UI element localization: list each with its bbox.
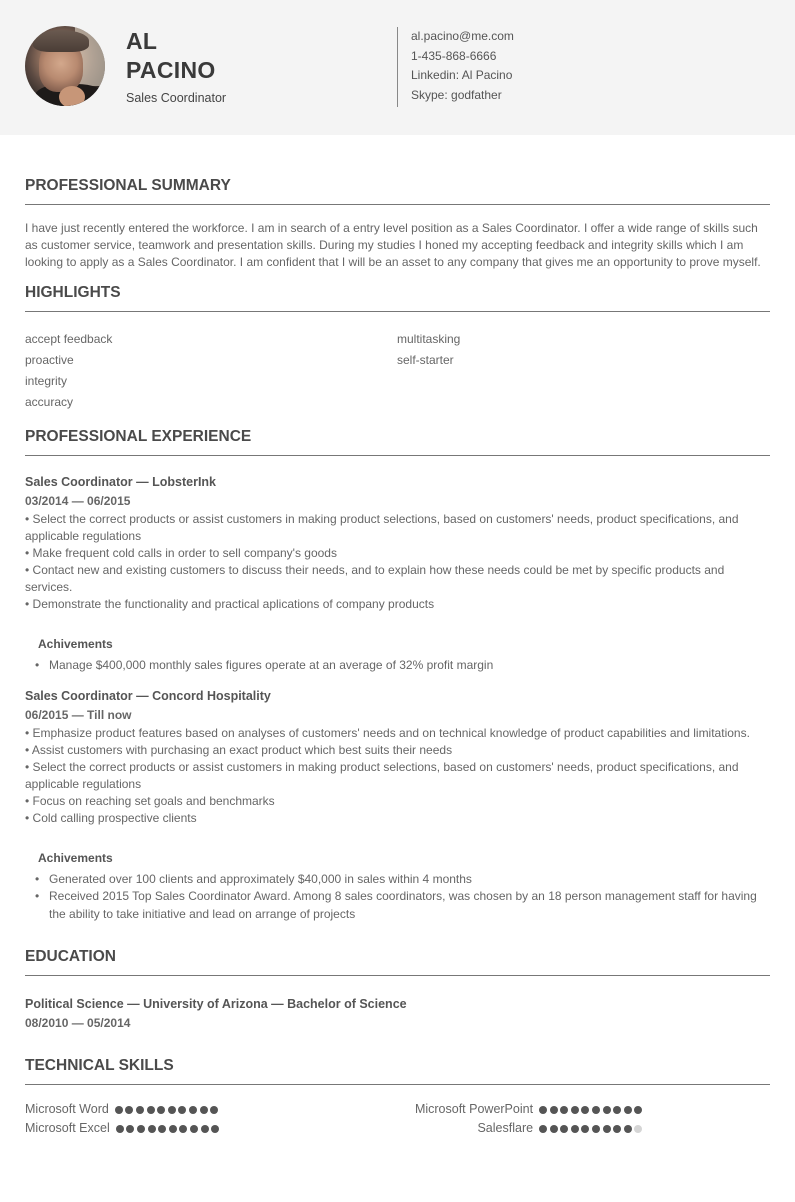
avatar-hand <box>59 86 85 106</box>
highlight-item: accept feedback <box>25 332 113 346</box>
rating-dot-filled-icon <box>560 1125 568 1133</box>
highlight-item: multitasking <box>397 332 461 346</box>
job-dates: 06/2015 — Till now <box>25 707 132 722</box>
rating-dot-filled-icon <box>571 1125 579 1133</box>
highlight-item: integrity <box>25 374 68 388</box>
rating-dot-filled-icon <box>539 1125 547 1133</box>
rating-dot-filled-icon <box>189 1106 197 1114</box>
achievements-label: Achivements <box>38 850 113 865</box>
rating-dot-filled-icon <box>603 1125 611 1133</box>
contact-email[interactable]: al.pacino@me.com <box>411 29 514 43</box>
rating-dot-filled-icon <box>613 1106 621 1114</box>
rating-dot-filled-icon <box>178 1106 186 1114</box>
highlights-grid <box>25 329 770 413</box>
duty-item: • Contact new and existing customers to discuss their needs, and to explain how these needs could be met by specific products and services. <box>25 563 725 594</box>
skill-item <box>25 1100 398 1119</box>
rating-dot-filled-icon <box>624 1125 632 1133</box>
rating-dot-filled-icon <box>634 1106 642 1114</box>
rating-dot-filled-icon <box>125 1106 133 1114</box>
contact-phone[interactable]: 1-435-868-6666 <box>411 48 497 63</box>
job-entry <box>25 474 770 675</box>
duty-item: • Emphasize product features based on analyses of customers' needs and on technical knowledge of product capabilities and limitations. <box>25 725 750 740</box>
duty-item: • Select the correct products or assist customers in making product selections, based on customers' needs, product specifications, and applicable regulations <box>25 759 739 791</box>
section-title: PROFESSIONAL EXPERIENCE <box>25 428 770 456</box>
rating-dot-filled-icon <box>603 1106 611 1114</box>
section-professional-experience <box>25 428 770 923</box>
rating-dot-filled-icon <box>560 1106 568 1114</box>
rating-dot-filled-icon <box>137 1125 145 1133</box>
rating-dot-filled-icon <box>115 1106 123 1114</box>
highlight-item: proactive <box>25 353 74 367</box>
job-entry <box>25 688 770 924</box>
duty-item: • Focus on reaching set goals and benchmarks <box>25 793 275 808</box>
skill-rating <box>539 1106 645 1114</box>
candidate-job-title: Sales Coordinator <box>126 91 227 105</box>
section-professional-summary <box>25 177 770 271</box>
resume-header <box>0 0 795 135</box>
highlights-column-left <box>25 329 397 413</box>
achievements-list <box>49 871 770 924</box>
education-title: Political Science — University of Arizona — Bachelor of Science <box>25 997 407 1011</box>
duty-item: • Cold calling prospective clients <box>25 810 197 825</box>
rating-dot-filled-icon <box>581 1125 589 1133</box>
skill-name: Microsoft Word <box>25 1102 109 1116</box>
rating-dot-filled-icon <box>169 1125 177 1133</box>
skill-item <box>398 1100 771 1119</box>
section-education <box>25 948 770 1033</box>
summary-text: I have just recently entered the workforce. I am in search of a entry level position as a Sales Coordinator. I offer a wide range of skills such as customer service, teamwork and presentation skills. During my studies I honed my accepting feedback and integrity skills which I am looking to apply as a Sales Coordinator. I am confident that I will be an asset to any company that gives me an opportunity to prove myself. <box>25 221 761 269</box>
rating-dot-empty-icon <box>634 1125 642 1133</box>
rating-dot-filled-icon <box>168 1106 176 1114</box>
name-first: AL <box>126 28 158 54</box>
highlight-item: self-starter <box>397 353 454 367</box>
rating-dot-filled-icon <box>211 1125 219 1133</box>
rating-dot-filled-icon <box>613 1125 621 1133</box>
contact-skype[interactable]: Skype: godfather <box>411 88 502 103</box>
section-title: TECHNICAL SKILLS <box>25 1057 770 1085</box>
section-highlights <box>25 284 770 413</box>
rating-dot-filled-icon <box>116 1125 124 1133</box>
skill-item <box>398 1119 771 1138</box>
highlight-item: accuracy <box>25 395 74 409</box>
avatar <box>25 26 105 106</box>
job-duties <box>25 725 770 827</box>
rating-dot-filled-icon <box>210 1106 218 1114</box>
rating-dot-filled-icon <box>550 1125 558 1133</box>
duty-item: • Assist customers with purchasing an exact product which best suits their needs <box>25 742 453 757</box>
rating-dot-filled-icon <box>126 1125 134 1133</box>
rating-dot-filled-icon <box>147 1106 155 1114</box>
resume-body <box>0 177 795 1138</box>
avatar-hair <box>33 30 89 52</box>
rating-dot-filled-icon <box>201 1125 209 1133</box>
skill-name: Microsoft PowerPoint <box>414 1102 534 1116</box>
rating-dot-filled-icon <box>148 1125 156 1133</box>
highlights-column-right <box>397 329 770 413</box>
header-divider <box>397 27 398 107</box>
rating-dot-filled-icon <box>624 1106 632 1114</box>
skill-rating <box>539 1125 645 1133</box>
section-title: HIGHLIGHTS <box>25 284 770 312</box>
job-dates: 03/2014 — 06/2015 <box>25 494 131 508</box>
skill-rating <box>116 1125 222 1133</box>
achievements-list <box>49 657 770 675</box>
rating-dot-filled-icon <box>539 1106 547 1114</box>
rating-dot-filled-icon <box>581 1106 589 1114</box>
job-title: Sales Coordinator — Concord Hospitality <box>25 688 271 703</box>
rating-dot-filled-icon <box>550 1106 558 1114</box>
job-duties <box>25 511 770 613</box>
skill-name: Salesflare <box>477 1121 534 1135</box>
job-title: Sales Coordinator — LobsterInk <box>25 475 217 489</box>
skills-grid <box>25 1100 770 1138</box>
rating-dot-filled-icon <box>592 1125 600 1133</box>
rating-dot-filled-icon <box>190 1125 198 1133</box>
rating-dot-filled-icon <box>158 1125 166 1133</box>
education-entry <box>25 995 770 1033</box>
achievements-label: Achivements <box>38 637 113 651</box>
section-title: PROFESSIONAL SUMMARY <box>25 177 770 205</box>
name-last: PACINO <box>126 57 216 83</box>
contact-info <box>411 27 514 106</box>
section-title: EDUCATION <box>25 948 770 976</box>
skill-item <box>25 1119 398 1138</box>
rating-dot-filled-icon <box>157 1106 165 1114</box>
rating-dot-filled-icon <box>200 1106 208 1114</box>
skill-rating <box>115 1106 221 1114</box>
achievement-item: • Manage $400,000 monthly sales figures operate at an average of 32% profit margin <box>49 657 770 675</box>
rating-dot-filled-icon <box>136 1106 144 1114</box>
education-dates: 08/2010 — 05/2014 <box>25 1016 131 1030</box>
duty-item: • Select the correct products or assist customers in making product selections, based on customers' needs, product specifications, and applicable regulations <box>25 512 739 543</box>
duty-item: • Demonstrate the functionality and practical aplications of company products <box>25 597 435 611</box>
rating-dot-filled-icon <box>592 1106 600 1114</box>
section-technical-skills <box>25 1057 770 1138</box>
skill-name: Microsoft Excel <box>25 1121 110 1135</box>
duty-item: • Make frequent cold calls in order to sell company's goods <box>25 546 337 560</box>
candidate-name <box>126 27 216 85</box>
achievement-item: • Received 2015 Top Sales Coordinator Award. Among 8 sales coordinators, was chosen by an 18 person management staff for having the ability to take initiative and lead on arrange of projects <box>49 888 770 923</box>
rating-dot-filled-icon <box>179 1125 187 1133</box>
achievement-item: • Generated over 100 clients and approximately $40,000 in sales within 4 months <box>49 871 770 889</box>
rating-dot-filled-icon <box>571 1106 579 1114</box>
contact-linkedin[interactable]: Linkedin: Al Pacino <box>411 68 513 83</box>
